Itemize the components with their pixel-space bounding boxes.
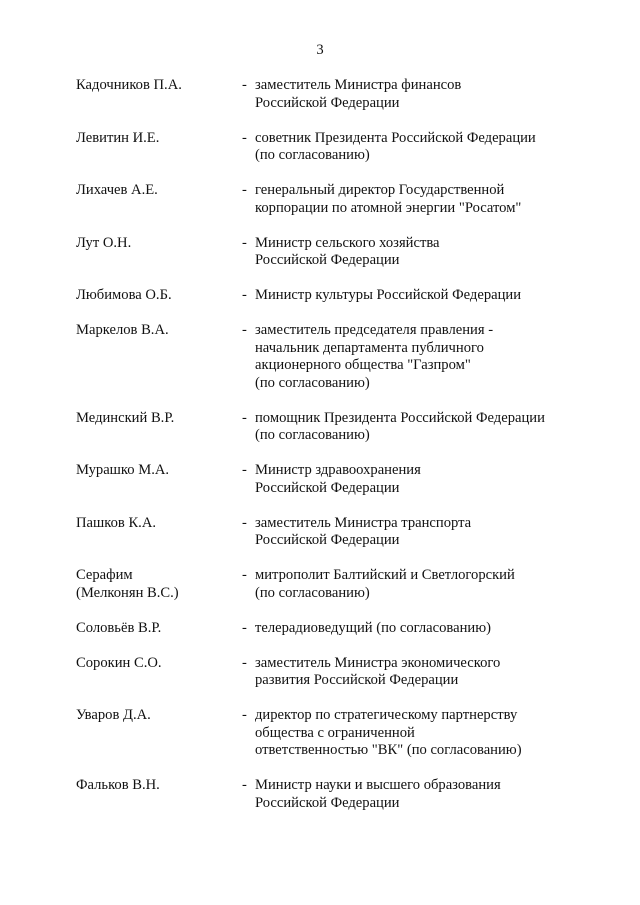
member-name-line: Лут О.Н. (76, 234, 132, 251)
dash-separator: - (242, 777, 247, 793)
member-name (76, 707, 242, 725)
dash-separator: - (242, 567, 247, 583)
member-role-line: Российской Федерации (255, 479, 400, 496)
member-name-line: Лихачев А.Е. (76, 182, 158, 198)
member-role-line: заместитель Министра транспорта (255, 514, 472, 531)
member-role (255, 567, 596, 602)
dash-separator: - (242, 654, 247, 671)
list-item (76, 235, 596, 270)
member-role-line: развития Российской Федерации (255, 672, 459, 688)
member-name-line: Любимова О.Б. (76, 287, 172, 303)
member-name (76, 777, 242, 795)
member-role-line: митрополит Балтийский и Светлогорский (255, 567, 515, 583)
member-name (76, 130, 242, 148)
list-item (76, 515, 596, 550)
member-role-line: Российской Федерации (255, 252, 400, 268)
member-role-line: (по согласованию) (255, 427, 370, 443)
list-item (76, 410, 596, 445)
member-role-line: Министр науки и высшего образования (255, 777, 501, 793)
list-item (76, 287, 596, 305)
member-role (255, 322, 596, 392)
member-role (255, 620, 596, 638)
member-role-line: телерадиоведущий (по согласованию) (255, 619, 491, 636)
member-name (76, 567, 242, 602)
member-role (255, 777, 596, 812)
list-item (76, 182, 596, 217)
member-name (76, 410, 242, 428)
member-role-line: советник Президента Российской Федерации (255, 129, 536, 146)
list-item (76, 322, 596, 392)
member-name-line: (Мелконян В.С.) (76, 584, 179, 601)
member-name (76, 462, 242, 480)
member-name (76, 77, 242, 95)
dash-separator: - (242, 619, 247, 636)
member-role (255, 655, 596, 690)
member-name-line: Пашков К.А. (76, 514, 157, 531)
list-item (76, 462, 596, 497)
member-role-line: ответственностью "ВК" (по согласованию) (255, 742, 522, 758)
member-role (255, 77, 596, 112)
list-item (76, 77, 596, 112)
member-role-line: (по согласованию) (255, 374, 370, 391)
member-role (255, 235, 596, 270)
dash-separator: - (242, 234, 247, 251)
member-role-line: Министр здравоохранения (255, 462, 421, 478)
member-role-line: начальник департамента публичного (255, 339, 484, 356)
list-item (76, 777, 596, 812)
member-name-line: Кадочников П.А. (76, 77, 182, 93)
member-name (76, 322, 242, 340)
member-name-line: Фальков В.Н. (76, 777, 160, 793)
member-name-line: Соловьёв В.Р. (76, 619, 162, 636)
member-role-line: генеральный директор Государственной (255, 182, 505, 198)
dash-separator: - (242, 182, 247, 198)
dash-separator: - (242, 287, 247, 303)
member-role-line: общества с ограниченной (255, 724, 415, 741)
member-name (76, 287, 242, 305)
dash-separator: - (242, 409, 247, 426)
member-list (76, 77, 596, 830)
list-item (76, 655, 596, 690)
member-name (76, 655, 242, 673)
list-item (76, 707, 596, 760)
member-name-line: Мединский В.Р. (76, 409, 175, 426)
member-role-line: акционерного общества "Газпром" (255, 357, 471, 373)
member-name-line: Уваров Д.А. (76, 707, 151, 723)
dash-separator: - (242, 129, 247, 146)
dash-separator: - (242, 77, 247, 93)
member-role (255, 707, 596, 760)
member-role-line: Российской Федерации (255, 532, 400, 548)
member-role (255, 515, 596, 550)
member-role-line: корпорации по атомной энергии "Росатом" (255, 199, 522, 216)
member-role-line: директор по стратегическому партнерству (255, 707, 518, 723)
member-role-line: помощник Президента Российской Федерации (255, 409, 545, 426)
member-role (255, 130, 596, 165)
member-name-line: Левитин И.Е. (76, 129, 160, 146)
dash-separator: - (242, 462, 247, 478)
member-role-line: заместитель Министра экономического (255, 654, 501, 671)
dash-separator: - (242, 514, 247, 531)
member-name (76, 515, 242, 533)
member-name-line: Мурашко М.А. (76, 462, 170, 478)
member-role-line: Министр культуры Российской Федерации (255, 287, 522, 303)
member-role-line: Министр сельского хозяйства (255, 234, 440, 251)
member-name (76, 620, 242, 638)
member-role-line: Российской Федерации (255, 794, 400, 811)
member-role-line: Российской Федерации (255, 94, 400, 111)
list-item (76, 567, 596, 602)
member-role-line: (по согласованию) (255, 147, 370, 163)
member-name-line: Серафим (76, 567, 133, 583)
member-name (76, 235, 242, 253)
member-name-line: Маркелов В.А. (76, 322, 169, 338)
dash-separator: - (242, 707, 247, 723)
member-role (255, 287, 596, 305)
member-role-line: заместитель Министра финансов (255, 77, 462, 93)
list-item (76, 620, 596, 638)
page-number: 3 (316, 42, 324, 58)
member-role-line: (по согласованию) (255, 584, 370, 601)
member-name-line: Сорокин С.О. (76, 654, 162, 671)
member-role-line: заместитель председателя правления - (255, 322, 494, 338)
member-role (255, 182, 596, 217)
list-item (76, 130, 596, 165)
member-name (76, 182, 242, 200)
member-role (255, 410, 596, 445)
member-role (255, 462, 596, 497)
dash-separator: - (242, 322, 247, 338)
